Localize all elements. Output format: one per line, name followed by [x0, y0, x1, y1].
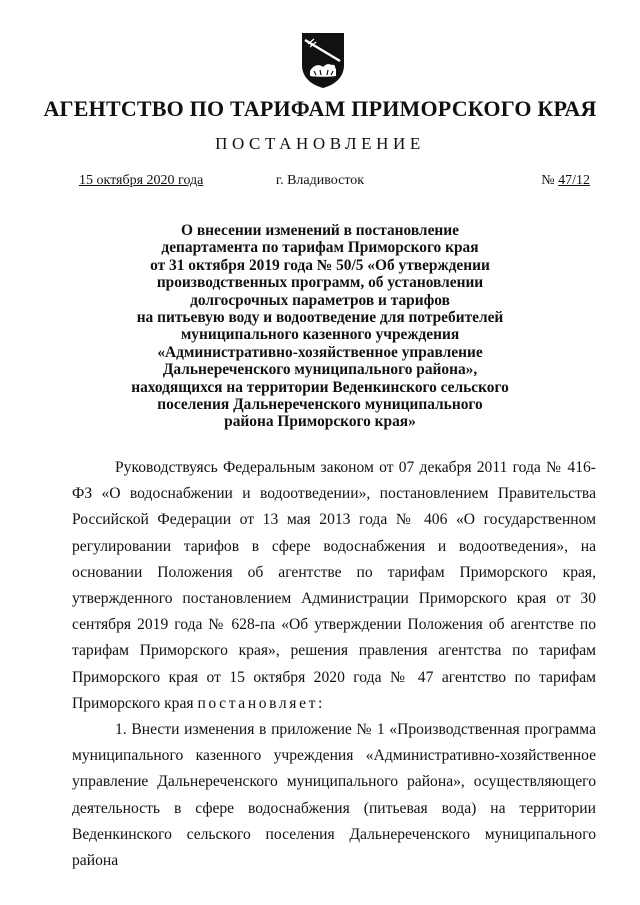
- coat-of-arms-icon: [300, 31, 346, 89]
- document-body: [72, 455, 596, 874]
- subject-line: находящихся на территории Веденкинского сельского: [131, 378, 509, 396]
- number-value: 47/12: [558, 173, 590, 188]
- document-date: 15 октября 2020 года: [79, 173, 204, 188]
- subject-line: О внесении изменений в постановление: [181, 222, 459, 239]
- number-prefix: №: [541, 173, 559, 188]
- subject-line: района Приморского края»: [224, 413, 416, 431]
- preamble-paragraph: [72, 455, 596, 717]
- document-type: ПОСТАНОВЛЕНИЕ: [215, 134, 425, 153]
- document-city: г. Владивосток: [275, 173, 365, 188]
- resolves-word: постановляет:: [197, 694, 325, 712]
- item-1-paragraph: 1. Внести изменения в приложение № 1 «Производственная программа муниципального казенного учреждения «Административно-хозяйственное управление Дальнереченского муниципального района», осуществляющего деятельность в сфере водоснабжения (питьевая вода) на территории Веденкинского сельского поселения Дальнереченского муниципального района: [72, 721, 596, 870]
- subject-line: на питьевую воду и водоотведение для потребителей: [136, 309, 504, 327]
- subject-line: поселения Дальнереченского муниципального: [157, 396, 483, 414]
- subject-line: муниципального казенного учреждения: [180, 326, 460, 344]
- document-number: [541, 173, 590, 189]
- subject-line: производственных программ, об установлении: [156, 274, 484, 292]
- subject-line: Дальнереченского муниципального района»,: [162, 361, 478, 379]
- agency-title: АГЕНТСТВО ПО ТАРИФАМ ПРИМОРСКОГО КРАЯ: [43, 96, 597, 121]
- subject-line: от 31 октября 2019 года № 50/5 «Об утверждении: [150, 256, 490, 274]
- subject-line: долгосрочных параметров и тарифов: [190, 291, 450, 309]
- subject-line: департамента по тарифам Приморского края: [161, 239, 479, 257]
- subject-line: «Административно-хозяйственное управление: [157, 343, 483, 361]
- preamble-text: Руководствуясь Федеральным законом от 07 декабря 2011 года № 416-ФЗ «О водоснабжении и водоотведении», постановлением Правительства Российской Федерации от 13 мая 2013 года № 406 «О государственном регулировании тарифов в сфере водоснабжения и водоотведения», на основании Положения об агентстве по тарифам Приморского края, утвержденного постановлением Администрации Приморского края от 30 сентября 2019 года № 628-па «Об утверждении Положения об агентстве по тарифам Приморского края», решения правления агентства по тарифам Приморского края от 15 октября 2020 года № 47 агентство по тарифам Приморского края: [72, 459, 596, 712]
- document-subject: [60, 222, 580, 431]
